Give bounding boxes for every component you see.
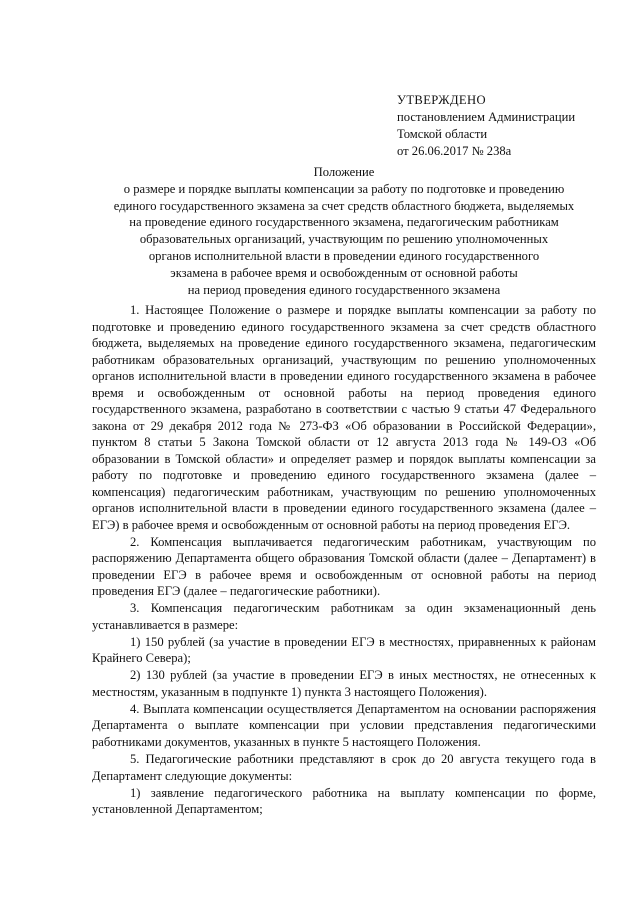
paragraph-2: 2. Компенсация выплачивается педагогическим работникам, участвующим по распоряжению Департамента общего образования Томской области (далее – Департамент) в проведении ЕГЭ в рабочее время и освобожденным от основной работы на период проведения ЕГЭ (далее – педагогические работники). bbox=[92, 534, 596, 599]
document-title bbox=[92, 164, 596, 298]
document-body bbox=[92, 302, 596, 818]
approval-line: Томской области bbox=[397, 127, 488, 141]
paragraph-5-item-1: 1) заявление педагогического работника на выплату компенсации по форме, установленной Департаментом; bbox=[92, 785, 596, 817]
title-line: органов исполнительной власти в проведении единого государственного bbox=[148, 248, 540, 263]
title-line: о размере и порядке выплаты компенсации за работу по подготовке и проведению bbox=[123, 181, 565, 196]
paragraph-3: 3. Компенсация педагогическим работникам за один экзаменационный день устанавливается в размере: bbox=[92, 601, 596, 632]
title-line: на период проведения единого государственного экзамена bbox=[187, 282, 501, 297]
approval-heading: УТВЕРЖДЕНО bbox=[397, 93, 487, 107]
paragraph-3-item-2: 2) 130 рублей (за участие в проведении ЕГЭ в иных местностях, не отнесенных к местностям, указанным в подпункте 1) пункта 3 настоящего Положения). bbox=[92, 668, 596, 699]
approval-stamp bbox=[397, 92, 575, 160]
paragraph-5: 5. Педагогические работники представляют в срок до 20 августа текущего года в Департамент следующие документы: bbox=[92, 752, 596, 783]
paragraph-1: 1. Настоящее Положение о размере и порядке выплаты компенсации за работу по подготовке и проведению единого государственного экзамена за счет средств областного бюджета, выделяемых на проведение единого государственного экзамена, педагогическим работникам образовательных организаций, участвующим по решению уполномоченных органов исполнительной власти в проведении единого государственного экзамена в рабочее время и освобожденным от основной работы на период проведения единого государственного экзамена, разработано в соответствии с частью 9 статьи 47 Федерального закона от 29 декабря 2012 года № 273-ФЗ «Об образовании в Российской Федерации», пунктом 8 статьи 5 Закона Томской области от 12 августа 2013 года № 149-ОЗ «Об образовании в Томской области» и определяет размер и порядок выплаты компенсации за работу по подготовке и проведению единого государственного экзамена (далее – компенсация) педагогическим работникам, участвующим по решению уполномоченных органов исполнительной власти в проведении единого государственного экзамена (далее – ЕГЭ) в рабочее время и освобожденным от основной работы на период проведения ЕГЭ. bbox=[92, 303, 596, 532]
approval-date: от 26.06.2017 № 238а bbox=[397, 144, 512, 158]
title-line: образовательных организаций, участвующим по решению уполномоченных bbox=[139, 232, 549, 247]
paragraph-4: 4. Выплата компенсации осуществляется Департаментом на основании распоряжения Департамента о выплате компенсации при условии представления педагогическими работниками документов, указанных в пункте 5 настоящего Положения. bbox=[92, 701, 596, 749]
title-word: Положение bbox=[313, 165, 375, 179]
title-line: на проведение единого государственного экзамена, педагогическим работникам bbox=[129, 215, 559, 230]
title-line: единого государственного экзамена за счет средств областного бюджета, выделяемых bbox=[113, 198, 575, 213]
approval-line: постановлением Администрации bbox=[397, 110, 576, 124]
paragraph-3-item-1: 1) 150 рублей (за участие в проведении ЕГЭ в местностях, приравненных к районам Крайнего Севера); bbox=[92, 634, 596, 666]
title-line: экзамена в рабочее время и освобожденным от основной работы bbox=[170, 265, 518, 280]
